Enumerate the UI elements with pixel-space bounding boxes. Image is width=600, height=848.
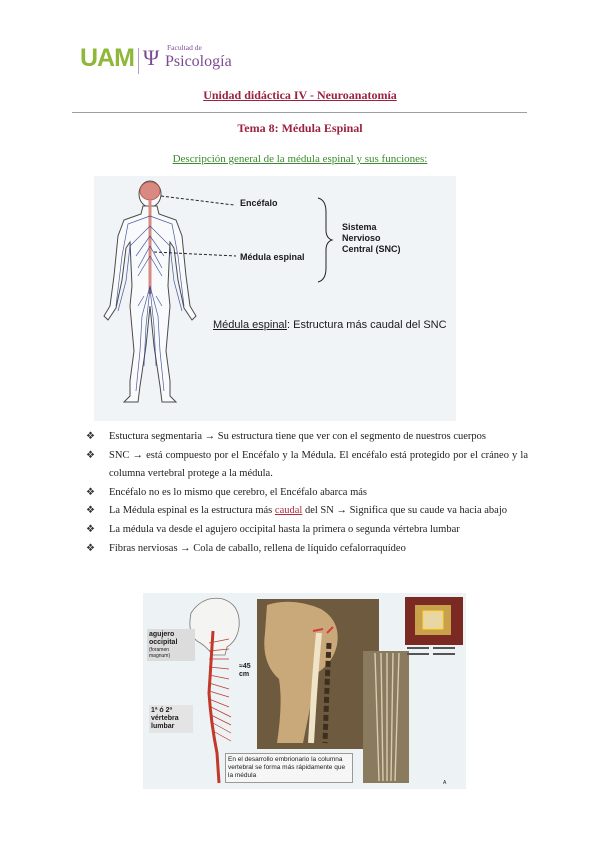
nervous-system-figure [94,176,456,421]
caudal-link[interactable]: caudal [274,505,303,517]
diamond-bullet-icon: ❖ [86,486,95,498]
diamond-bullet-icon: ❖ [86,431,95,442]
medula-label: Médula espinal [240,252,305,262]
list-item: ❖ SNC → está compuesto por el Encéfalo y la Médula. El encéfalo está protegido por el cráneo y la columna vertebral protege a la médula. [86,447,528,484]
spinal-cord-figure [143,593,466,789]
section-heading: Descripción general de la médula espinal y sus funciones: [172,153,428,165]
body-outline-illustration [94,176,456,421]
bullet-list [86,428,528,558]
topic-title: Tema 8: Médula Espinal [237,121,363,135]
logo-faculty-name: Psicología [165,53,232,70]
header-divider [72,112,527,113]
list-item: ❖ Fibras nerviosas → Cola de caballo, rellena de líquido cefalorraquídeo [86,540,528,559]
logo-faculty-line: Facultad de [167,43,202,52]
unit-title: Unidad didáctica IV - Neuroanatomía [203,88,397,102]
list-item: ❖ Encéfalo no es lo mismo que cerebro, el Encéfalo abarca más [86,484,528,503]
corner-letter: A [443,780,447,786]
lumbar-label: 1ª ó 2ª vértebra lumbar [149,705,193,733]
encefalo-label: Encéfalo [240,198,278,208]
list-item: ❖ La médula va desde el agujero occipital hasta la primera o segunda vértebra lumbar [86,521,528,540]
list-item: ❖ Estuctura segmentaria → Su estructura tiene que ver con el segmento de nuestros cuerpos [86,428,528,447]
logo-divider [138,48,139,74]
uam-logo-text: UAM [80,44,134,72]
diamond-bullet-icon: ❖ [86,505,95,517]
caption-rest: : Estructura más caudal del SNC [287,319,447,331]
figure1-caption [213,319,447,331]
caption-term: Médula espinal [213,319,287,331]
foramen-label: agujero occipital (foramen magnum) [147,629,195,661]
diamond-bullet-icon: ❖ [86,523,95,535]
snc-line-3: Central (SNC) [342,244,401,254]
snc-line-1: Sistema [342,222,377,232]
diamond-bullet-icon: ❖ [86,542,95,554]
snc-label [342,222,401,255]
faculty-logo [80,44,240,78]
psi-icon: Ψ [143,45,160,70]
snc-line-2: Nervioso [342,233,381,243]
length-label: ≈45 cm [239,663,251,678]
figure2-caption: En el desarrollo embrionario la columna vertebral se forma más rápidamente que la médula [225,753,353,783]
diamond-bullet-icon: ❖ [86,449,95,461]
list-item: ❖ La Médula espinal es la estructura más caudal del SN → Significa que su caude va hacia abajo [86,502,528,521]
